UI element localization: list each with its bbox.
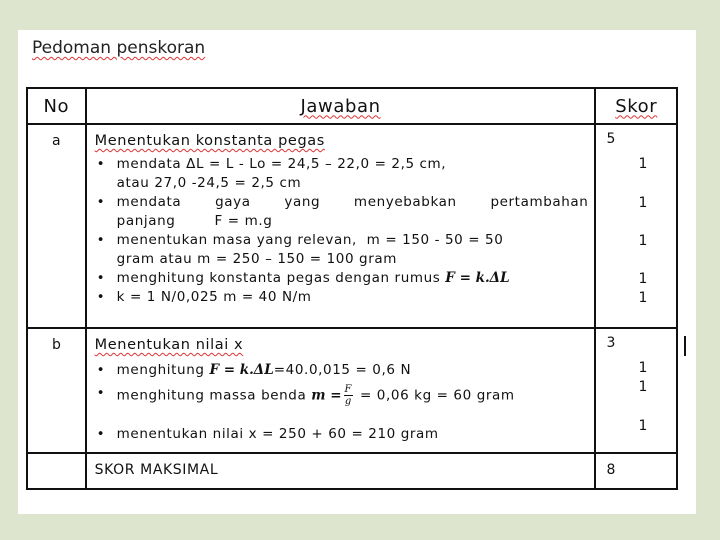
table-header-row	[27, 88, 677, 124]
header-jawaban	[86, 88, 596, 124]
item-text: k = 1 N/0,025 m = 40 N/m	[116, 289, 312, 305]
item-text: menentukan nilai x = 250 + 60 = 210 gram	[116, 426, 439, 442]
item-continuation: gram atau m = 250 – 150 = 100 gram	[116, 251, 397, 267]
list-item	[95, 155, 589, 174]
row-b-skor	[595, 328, 677, 453]
bullet-icon: •	[96, 426, 106, 442]
row-b-no: b	[27, 328, 86, 453]
row-a-no: a	[27, 124, 86, 328]
bullet-icon: •	[96, 270, 106, 286]
row-a-answer	[86, 124, 596, 328]
item-skor: 1	[638, 418, 648, 434]
table-row-b	[27, 328, 677, 453]
bullet-icon: •	[96, 156, 106, 172]
item-text: =40.0,015 = 0,6 N	[273, 362, 412, 378]
table-footer-row	[27, 453, 677, 489]
list-item	[95, 361, 589, 380]
item-skor: 1	[638, 271, 648, 287]
bullet-icon: •	[96, 385, 106, 401]
bullet-icon: •	[96, 362, 106, 378]
item-text: mendata ΔL = L - Lo = 24,5 – 22,0 = 2,5 cm,	[116, 156, 447, 172]
scoring-table	[26, 87, 678, 490]
document-page	[18, 30, 696, 514]
list-item	[95, 193, 589, 212]
header-no-label: No	[43, 95, 70, 117]
bullet-icon: •	[96, 289, 106, 305]
header-skor	[595, 88, 677, 124]
item-text: menghitung massa benda	[116, 387, 307, 404]
item-skor: 1	[638, 156, 648, 172]
item-text: menentukan masa yang relevan, m = 150 - 50 = 50	[116, 232, 504, 248]
row-a-skor	[595, 124, 677, 328]
item-text: = 0,06 kg = 60 gram	[360, 387, 515, 404]
list-item	[95, 288, 589, 307]
item-skor: 1	[638, 360, 648, 376]
row-b-answer	[86, 328, 596, 453]
bullet-icon: •	[96, 232, 106, 248]
item-text: menghitung	[116, 362, 205, 378]
formula-text: F = k.ΔL	[445, 270, 510, 286]
page-title: Pedoman penskoran	[32, 38, 206, 58]
fraction	[344, 384, 354, 407]
section-b-total-skor: 3	[606, 335, 616, 351]
section-a-heading: Menentukan konstanta pegas	[94, 133, 325, 149]
list-item	[95, 231, 589, 250]
item-skor: 1	[638, 379, 648, 395]
item-skor: 1	[638, 290, 648, 306]
section-b-heading	[95, 337, 589, 353]
item-skor: 1	[638, 233, 648, 249]
item-text: menghitung konstanta pegas dengan rumus	[116, 270, 441, 286]
fraction-denominator: g	[344, 396, 352, 407]
list-item	[95, 269, 589, 288]
header-jawaban-label: Jawaban	[300, 95, 381, 117]
list-item	[95, 425, 589, 444]
fraction-numerator: F	[344, 384, 353, 395]
footer-skor: 8	[595, 453, 677, 489]
table-row-a	[27, 124, 677, 328]
bullet-icon: •	[96, 194, 106, 210]
item-skor: 1	[638, 195, 648, 211]
item-text: mendata gaya yang menyebabkan pertambahan	[116, 194, 589, 210]
formula-text: F = k.ΔL	[209, 362, 274, 378]
header-skor-label: Skor	[615, 95, 658, 117]
footer-empty	[27, 453, 86, 489]
list-item	[95, 384, 589, 407]
section-a-total-skor: 5	[606, 131, 616, 147]
formula-text: m =	[311, 387, 342, 404]
section-b-heading-text: Menentukan nilai x	[94, 337, 244, 353]
footer-label: SKOR MAKSIMAL	[86, 453, 596, 489]
item-continuation: atau 27,0 -24,5 = 2,5 cm	[116, 175, 302, 191]
header-no	[27, 88, 86, 124]
vertical-marker	[684, 336, 686, 356]
item-continuation: panjang F = m.g	[116, 213, 273, 229]
